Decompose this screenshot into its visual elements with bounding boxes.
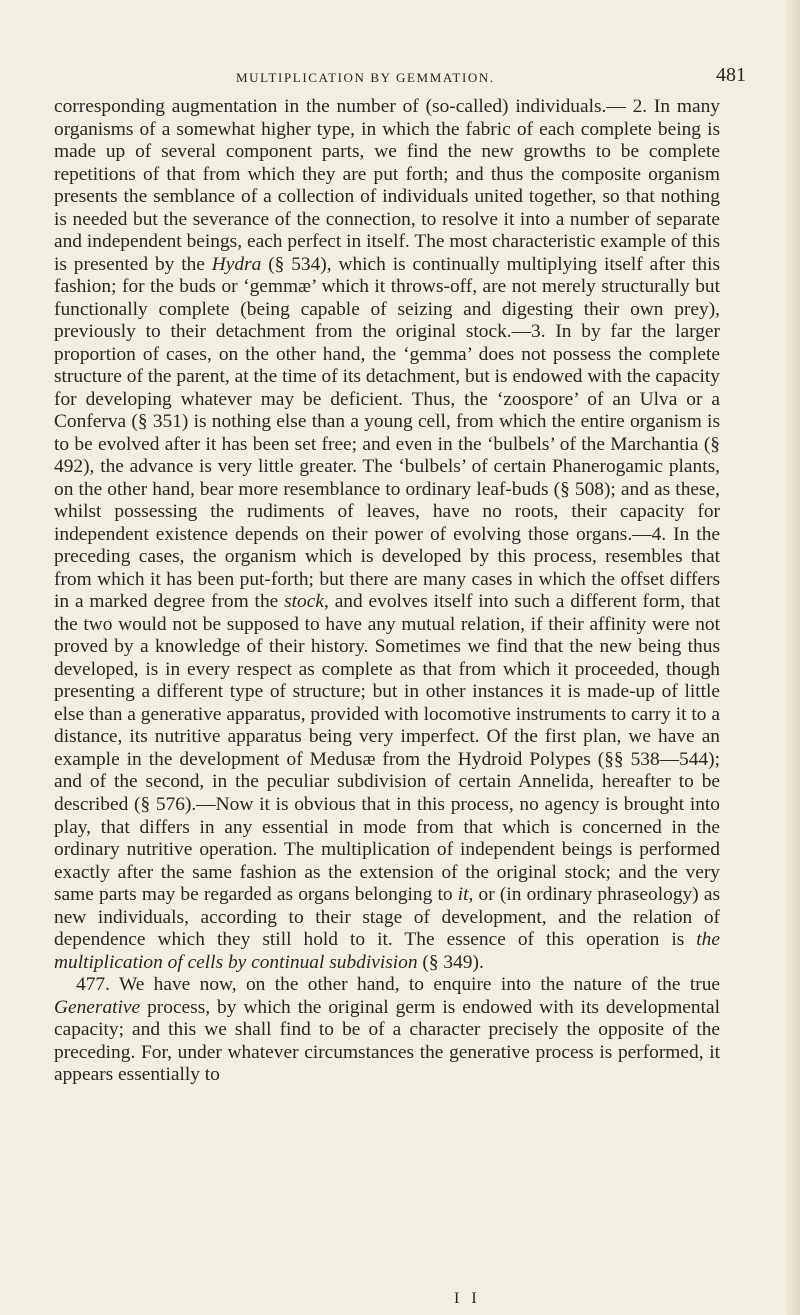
italic-run: the multiplication of cells by continual subdivision [54, 929, 720, 973]
text-run: , or (in ordinary phraseology) as new individuals, according to their stage of development, and the relation of dependence which they still hold to it. The essence of this operation is [54, 884, 720, 951]
paragraph-477 [54, 974, 720, 1087]
body-text [54, 96, 720, 1087]
page-edge [786, 0, 800, 1315]
text-run: , and evolves itself into such a different form, that the two would not be supposed to have any mutual relation, if their affinity were not proved by a knowledge of their history. Sometimes we find that the new being thus developed, is in every respect as complete as that from which it proceeded, though presenting a different type of structure; but in other instances it is made-up of little else than a generative apparatus, provided with locomotive instruments to carry it to a distance, its nutritive apparatus being very imperfect. Of the first plan, we have an example in the development of Medusæ from the Hydroid Polypes (§§ 538—544); and of the second, in the peculiar subdivision of certain Annelida, hereafter to be described (§ 576).—Now it is obvious that in this process, no agency is brought into play, that differs in any essential in mode from that which is concerned in the ordinary nutritive operation. The multiplication of independent beings is performed exactly after the same fashion as the extension of the original stock; and the very same parts may be regarded as organs belonging to [54, 591, 721, 906]
page-number: 481 [716, 64, 746, 86]
text-run: (§ 349). [417, 951, 484, 973]
running-head: MULTIPLICATION BY GEMMATION. [236, 70, 495, 85]
signature-mark: I I [454, 1290, 481, 1307]
italic-run: it [457, 884, 469, 906]
paragraph-gemmation [54, 96, 720, 974]
text-run: (§ 534), which is continually multiplying itself after this fashion; for the buds or ‘gemmæ’ which it throws-off, are not merely structurally but functionally complete (being capable of seizing and digesting their own prey), previously to their detachment from the original stock.—3. In by far the larger proportion of cases, on the other hand, the ‘gemma’ does not possess the complete structure of the parent, at the time of its detachment, but is endowed with the capacity for developing whatever may be deficient. Thus, the ‘zoospore’ of an Ulva or a Conferva (§ 351) is nothing else than a young cell, from which the entire organism is to be evolved after it has been set free; and even in the ‘bulbels’ of the Marchantia (§ 492), the advance is very little greater. The ‘bulbels’ of certain Phanerogamic plants, on the other hand, bear more resemblance to ordinary leaf-buds (§ 508); and as these, whilst possessing the rudiments of leaves, have no roots, their capacity for independent existence depends on their power of evolving those organs.—4. In the preceding cases, the organism which is developed by this process, resembles that from which it has been put-forth; but there are many cases in which the offset differs in a marked degree from the [54, 253, 721, 613]
italic-run: Hydra [211, 253, 262, 275]
italic-run: stock [284, 591, 324, 613]
text-run: 477. We have now, on the other hand, to enquire into the nature of the true [76, 974, 720, 996]
italic-run: Generative [54, 996, 141, 1018]
page-header [0, 58, 800, 98]
text-run: corresponding augmentation in the number of (so-called) individuals.— 2. In many organisms of a somewhat higher type, in which the fabric of each complete being is made up of several component parts, we find the new growths to be complete repetitions of that from which they are put forth; and thus the composite organism presents the semblance of a collection of individuals united together, so that nothing is needed but the severance of the connection, to resolve it into a number of separate and independent beings, each perfect in itself. The most characteristic example of this is presented by the [54, 96, 720, 275]
text-run: process, by which the original germ is endowed with its developmental capacity; and this we shall find to be of a character precisely the opposite of the preceding. For, under whatever circumstances the generative process is performed, it appears essentially to [54, 996, 720, 1086]
